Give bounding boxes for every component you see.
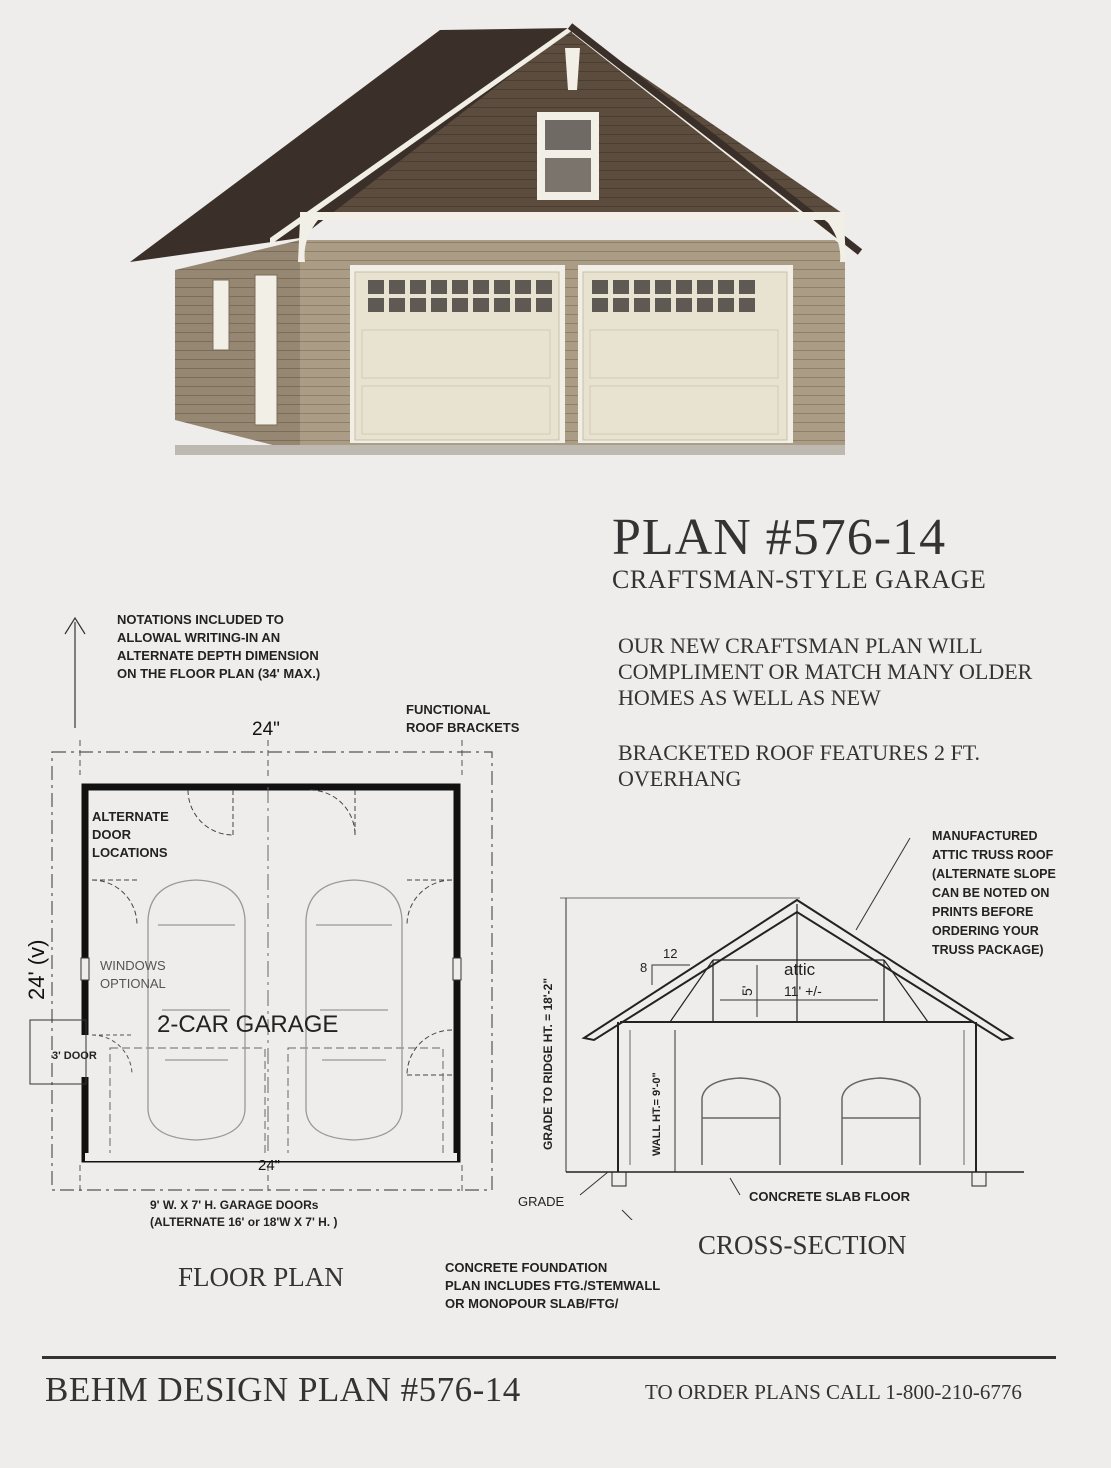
- car-outline-left: [148, 880, 245, 1140]
- car-profile-left: [702, 1078, 780, 1165]
- foundation-note: CONCRETE FOUNDATION PLAN INCLUDES FTG./STEMWALL OR MONOPOUR SLAB/FTG/: [445, 1260, 661, 1311]
- notation-note: NOTATIONS INCLUDED TO ALLOWAL WRITING-IN AN ALTERNATE DEPTH DIMENSION ON THE FLOOR PLAN (34' MAX.): [117, 612, 321, 681]
- plan-description: OUR NEW CRAFTSMAN PLAN WILL COMPLIMENT OR MATCH MANY OLDER HOMES AS WELL AS NEW: [618, 633, 1033, 710]
- pitch-run: 12: [663, 946, 678, 961]
- floor-plan-drawing: [0, 600, 560, 1260]
- garage-door-right: [578, 265, 793, 443]
- bottom-dimension: 24": [258, 1157, 281, 1174]
- ridge-height: GRADE TO RIDGE HT. = 18'-2": [541, 977, 555, 1150]
- car-outline-right: [306, 880, 402, 1140]
- side-window: [213, 280, 229, 350]
- garage-rendering: [0, 0, 1111, 480]
- footer-plan-name: BEHM DESIGN PLAN #576-14: [45, 1370, 521, 1409]
- gable-beam: [300, 212, 845, 220]
- depth-dimension: 24' (v): [24, 939, 49, 1000]
- car-profile-right: [842, 1078, 920, 1165]
- plan-subtitle: CRAFTSMAN-STYLE GARAGE: [612, 565, 987, 594]
- foundation-strip: [175, 445, 845, 455]
- side-door: [255, 275, 277, 425]
- garage-doors-note: 9' W. X 7' H. GARAGE DOORs (ALTERNATE 16' or 18'W X 7' H. ): [150, 1198, 338, 1229]
- windows-optional-note: WINDOWS OPTIONAL: [100, 958, 166, 991]
- width-dimension: 24": [252, 719, 280, 740]
- roof-overhang-description: BRACKETED ROOF FEATURES 2 FT. OVERHANG: [618, 740, 981, 791]
- wall-height: WALL HT.= 9'-0": [651, 1072, 663, 1156]
- alternate-doors-note: ALTERNATE DOOR LOCATIONS: [92, 809, 169, 860]
- grade-label: GRADE: [518, 1194, 565, 1209]
- floor-plan-caption: FLOOR PLAN: [178, 1262, 344, 1292]
- plan-title: PLAN #576-14: [612, 509, 947, 566]
- side-wall: [175, 240, 300, 452]
- attic-height: 5': [739, 985, 755, 996]
- door-3ft-label: 3' DOOR: [52, 1050, 97, 1062]
- truss-note: MANUFACTURED ATTIC TRUSS ROOF (ALTERNATE SLOPE CAN BE NOTED ON PRINTS BEFORE ORDERING YOUR TRUSS PACKAGE): [932, 829, 1056, 957]
- roof-brackets-note: FUNCTIONAL ROOF BRACKETS: [406, 702, 520, 735]
- footer-rule: [42, 1356, 1056, 1359]
- attic-label: attic: [784, 960, 816, 979]
- slab-note: CONCRETE SLAB FLOOR: [749, 1189, 911, 1204]
- room-label: 2-CAR GARAGE: [157, 1011, 339, 1038]
- footer-order-info: TO ORDER PLANS CALL 1-800-210-6776: [645, 1380, 1022, 1404]
- cross-section-caption: CROSS-SECTION: [698, 1230, 907, 1260]
- garage-door-left: [350, 265, 565, 443]
- pitch-rise: 8: [640, 960, 648, 975]
- attic-width: 11' +/-: [784, 983, 822, 999]
